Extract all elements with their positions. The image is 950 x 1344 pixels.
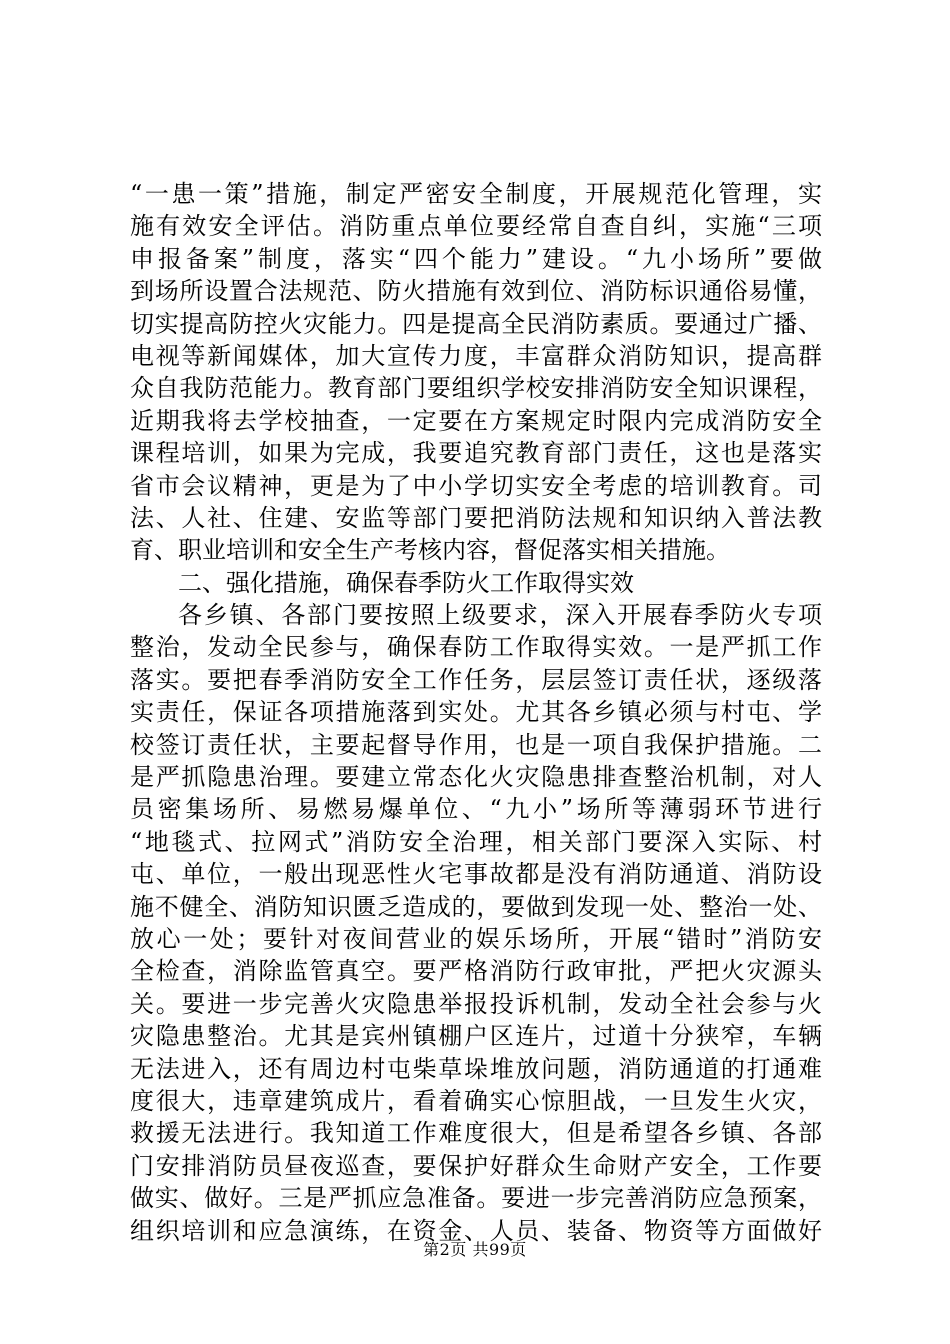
paragraph-first-line: 各乡镇、各部门要按照上级要求，深入开展春季防火专项 <box>178 601 822 630</box>
text-line: 校签订责任状，主要起督导作用，也是一项自我保护措施。二 <box>130 730 822 759</box>
text-line: 课程培训，如果为完成，我要追究教育部门责任，这也是落实 <box>130 439 822 468</box>
page-number-footer: 第2页 共99页 <box>423 1240 527 1259</box>
text-line: 是严抓隐患治理。要建立常态化火灾隐患排查整治机制，对人 <box>130 763 822 792</box>
text-line: 切实提高防控火灾能力。四是提高全民消防素质。要通过广播、 <box>130 309 822 338</box>
text-line: 实责任，保证各项措施落到实处。尤其各乡镇必须与村屯、学 <box>130 698 822 727</box>
text-line: 近期我将去学校抽查，一定要在方案规定时限内完成消防安全 <box>130 406 822 435</box>
text-line: 做实、做好。三是严抓应急准备。要进一步完善消防应急预案， <box>130 1184 822 1213</box>
text-line: 员密集场所、易燃易爆单位、“九小”场所等薄弱环节进行 <box>130 795 822 824</box>
text-line: 灾隐患整治。尤其是宾州镇棚户区连片，过道十分狭窄，车辆 <box>130 1022 822 1051</box>
text-line: 法、人社、住建、安监等部门要把消防法规和知识纳入普法教 <box>130 503 822 532</box>
text-line: 到场所设置合法规范、防火措施有效到位、消防标识通俗易懂， <box>130 277 822 306</box>
text-line: 众自我防范能力。教育部门要组织学校安排消防安全知识课程， <box>130 374 822 403</box>
text-line: 度很大，违章建筑成片，看着确实心惊胆战，一旦发生火灾， <box>130 1086 822 1115</box>
section-heading: 二、强化措施，确保春季防火工作取得实效 <box>178 568 634 597</box>
text-line: “一患一策”措施，制定严密安全制度，开展规范化管理，实 <box>130 180 822 208</box>
text-line: 育、职业培训和安全生产考核内容，督促落实相关措施。 <box>130 536 730 565</box>
text-line: 施有效安全评估。消防重点单位要经常自查自纠，实施“三项 <box>130 212 822 241</box>
text-line: 无法进入，还有周边村屯柴草垛堆放问题，消防通道的打通难 <box>130 1054 822 1083</box>
document-body <box>130 178 822 1247</box>
text-line: 屯、单位，一般出现恶性火宅事故都是没有消防通道、消防设 <box>130 860 822 889</box>
text-line: 组织培训和应急演练，在资金、人员、装备、物资等方面做好 <box>130 1216 822 1245</box>
text-line: 电视等新闻媒体，加大宣传力度，丰富群众消防知识，提高群 <box>130 341 822 370</box>
text-line: 施不健全、消防知识匮乏造成的，要做到发现一处、整治一处、 <box>130 892 822 921</box>
text-line: 申报备案”制度，落实“四个能力”建设。“九小场所”要做 <box>130 244 822 273</box>
text-line: 整治，发动全民参与，确保春防工作取得实效。一是严抓工作 <box>130 633 822 662</box>
text-line: 关。要进一步完善火灾隐患举报投诉机制，发动全社会参与火 <box>130 989 822 1018</box>
text-line: 省市会议精神，更是为了中小学切实安全考虑的培训教育。司 <box>130 471 822 500</box>
text-line: 全检查，消除监管真空。要严格消防行政审批，严把火灾源头 <box>130 957 822 986</box>
text-line: 放心一处；要针对夜间营业的娱乐场所，开展“错时”消防安 <box>130 924 822 953</box>
text-line: 门安排消防员昼夜巡查，要保护好群众生命财产安全，工作要 <box>130 1151 822 1180</box>
text-line: 救援无法进行。我知道工作难度很大，但是希望各乡镇、各部 <box>130 1119 822 1148</box>
text-line: 落实。要把春季消防安全工作任务，层层签订责任状，逐级落 <box>130 665 822 694</box>
text-line: “地毯式、拉网式”消防安全治理，相关部门要深入实际、村 <box>130 827 822 856</box>
